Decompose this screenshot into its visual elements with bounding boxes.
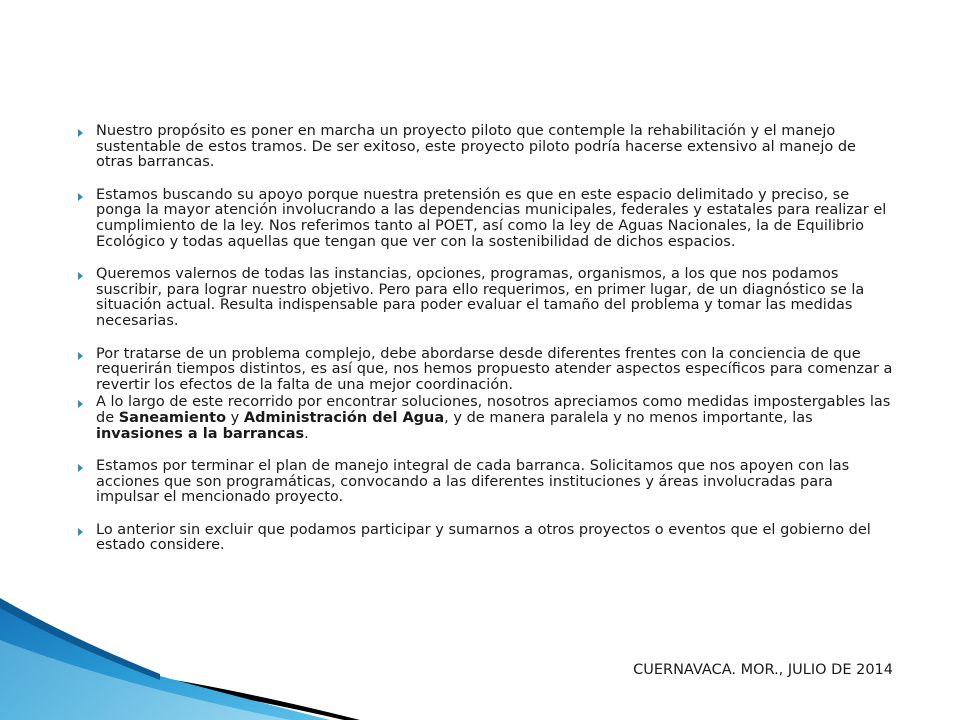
bullet-item-3 <box>76 267 896 329</box>
bullet-text-part: . <box>304 425 309 442</box>
bullet-text: Nuestro propósito es poner en marcha un proyecto piloto que contemple la rehabilitación y el manejo sustentable de estos tramos. De ser exitoso, este proyecto piloto podría hacerse extensivo al manejo de otras barrancas. <box>96 123 856 171</box>
bullet-arrow-icon <box>78 400 83 408</box>
bullet-item-6 <box>76 459 896 506</box>
bullet-text: Lo anterior sin excluir que podamos participar y sumarnos a otros proyectos o eventos que el gobierno del estado considere. <box>96 521 871 554</box>
bullet-arrow-icon <box>78 464 83 472</box>
bullet-bold-saneamiento: Saneamiento <box>118 409 227 426</box>
footer-place-date: CUERNAVACA. MOR., JULIO DE 2014 <box>633 662 893 678</box>
bullet-arrow-icon <box>78 528 83 536</box>
bullet-bold-invasiones: invasiones a la barrancas <box>96 425 305 442</box>
bullet-item-4 <box>76 347 896 394</box>
bullet-text-part: y <box>226 409 244 426</box>
bullet-item-1 <box>76 124 896 171</box>
bullet-item-2 <box>76 188 896 250</box>
bullet-text: Estamos buscando su apoyo porque nuestra pretensión es que en este espacio delimitado y preciso, se ponga la mayor atención involucrando a las dependencias municipales, federales y estatales para realizar el cumplimiento de la ley. Nos referimos tanto al POET, así como la ley de Aguas Nacionales, la de Equilibrio Ecológico y todas aquellas que tengan que ver con la sostenibilidad de dichos espacios. <box>96 186 887 250</box>
bullet-item-5 <box>76 395 896 442</box>
bullet-arrow-icon <box>78 193 83 201</box>
bullet-text-part: A lo largo de este recorrido por encontrar soluciones, nosotros apreciamos como medidas impostergables las de <box>96 394 891 426</box>
bullet-arrow-icon <box>78 272 83 280</box>
bullet-bold-administracion: Administración del Agua <box>243 409 445 426</box>
bullet-item-7 <box>76 523 896 554</box>
bullet-arrow-icon <box>78 129 83 137</box>
bullet-text: Queremos valernos de todas las instancias, opciones, programas, organismos, a los que nos podamos suscribir, para lograr nuestro objetivo. Pero para ello requerimos, en primer lugar, de un diagnóstico se la situación actual. Resulta indispensable para poder evaluar el tamaño del problema y tomar las medidas necesarias. <box>96 266 865 329</box>
bullet-list <box>76 124 896 554</box>
bullet-text-part: , y de manera paralela y no menos importante, las <box>444 409 813 426</box>
bullet-text: Estamos por terminar el plan de manejo integral de cada barranca. Solicitamos que nos apoyen con las acciones que son programáticas, convocando a las diferentes instituciones y áreas involucradas para impulsar el mencionado proyecto. <box>96 458 850 506</box>
bullet-text: Por tratarse de un problema complejo, debe abordarse desde diferentes frentes con la conciencia de que requerirán tiempos distintos, es así que, nos hemos propuesto atender aspectos específicos para comenzar a revertir los efectos de la falta de una mejor coordinación. <box>96 345 893 393</box>
bullet-arrow-icon <box>78 352 83 360</box>
